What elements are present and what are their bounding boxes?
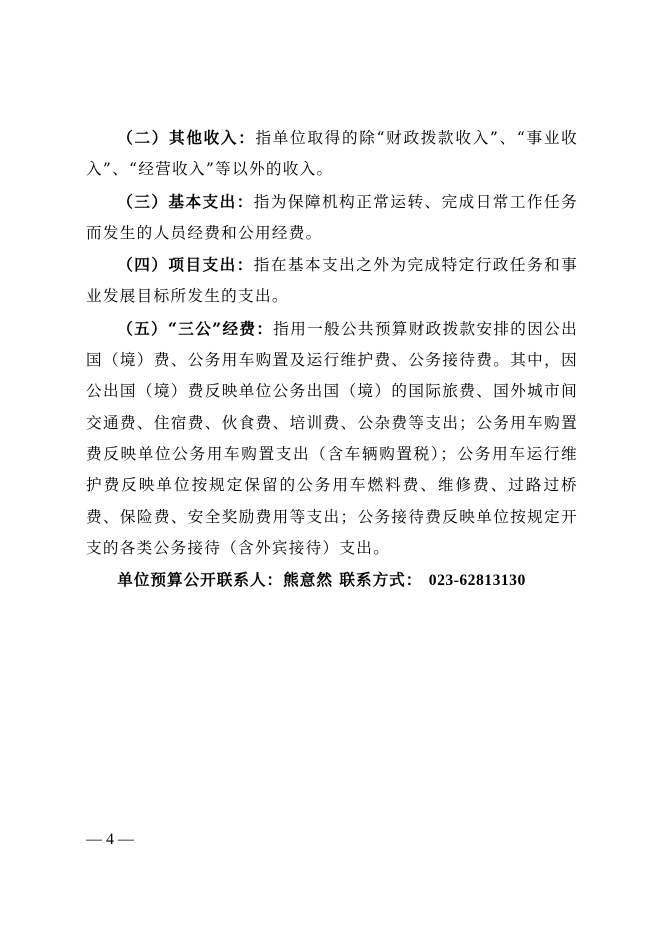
paragraph-three-public-expenses [86,313,578,564]
paragraph-heading: （五）“三公”经费： [117,318,274,338]
page-number: — 4 — [86,831,134,848]
paragraph-project-expenditure [86,249,578,313]
contact-name: 熊意然 [283,570,333,590]
contact-method-label: 联系方式： [339,570,423,590]
contact-phone: 023-62813130 [428,572,526,590]
paragraph-other-income [86,122,578,186]
paragraph-text: 指单位取得的除“财政拨款收入”、“事业收入”、“经营收入”等以外的收入。 [86,129,578,179]
paragraph-basic-expenditure [86,186,578,250]
paragraph-text: 指用一般公共预算财政拨款安排的因公出国（境）费、公务用车购置及运行维护费、公务接待费。其中，因公出国（境）费反映单位公务出国（境）的国际旅费、国外城市间交通费、住宿费、伙食费、培训费、公杂费等支出；公务用车购置费反映单位公务用车购置支出（含车辆购置税）；公务用车运行维护费反映单位按规定保留的公务用车燃料费、维修费、过路过桥费、保险费、安全奖励费用等支出；公务接待费反映单位按规定开支的各类公务接待（含外宾接待）支出。 [86,319,578,557]
paragraph-heading: （二）其他收入： [117,128,256,147]
paragraph-text: 指为保障机构正常运转、完成日常工作任务而发生的人员经费和公用经费。 [86,192,578,242]
contact-line [86,564,578,596]
document-body [86,122,578,596]
paragraph-text: 指在基本支出之外为完成特定行政任务和事业发展目标所发生的支出。 [86,256,578,306]
contact-label: 单位预算公开联系人： [117,570,284,590]
paragraph-heading: （三）基本支出： [117,191,254,211]
paragraph-heading: （四）项目支出： [117,255,254,275]
